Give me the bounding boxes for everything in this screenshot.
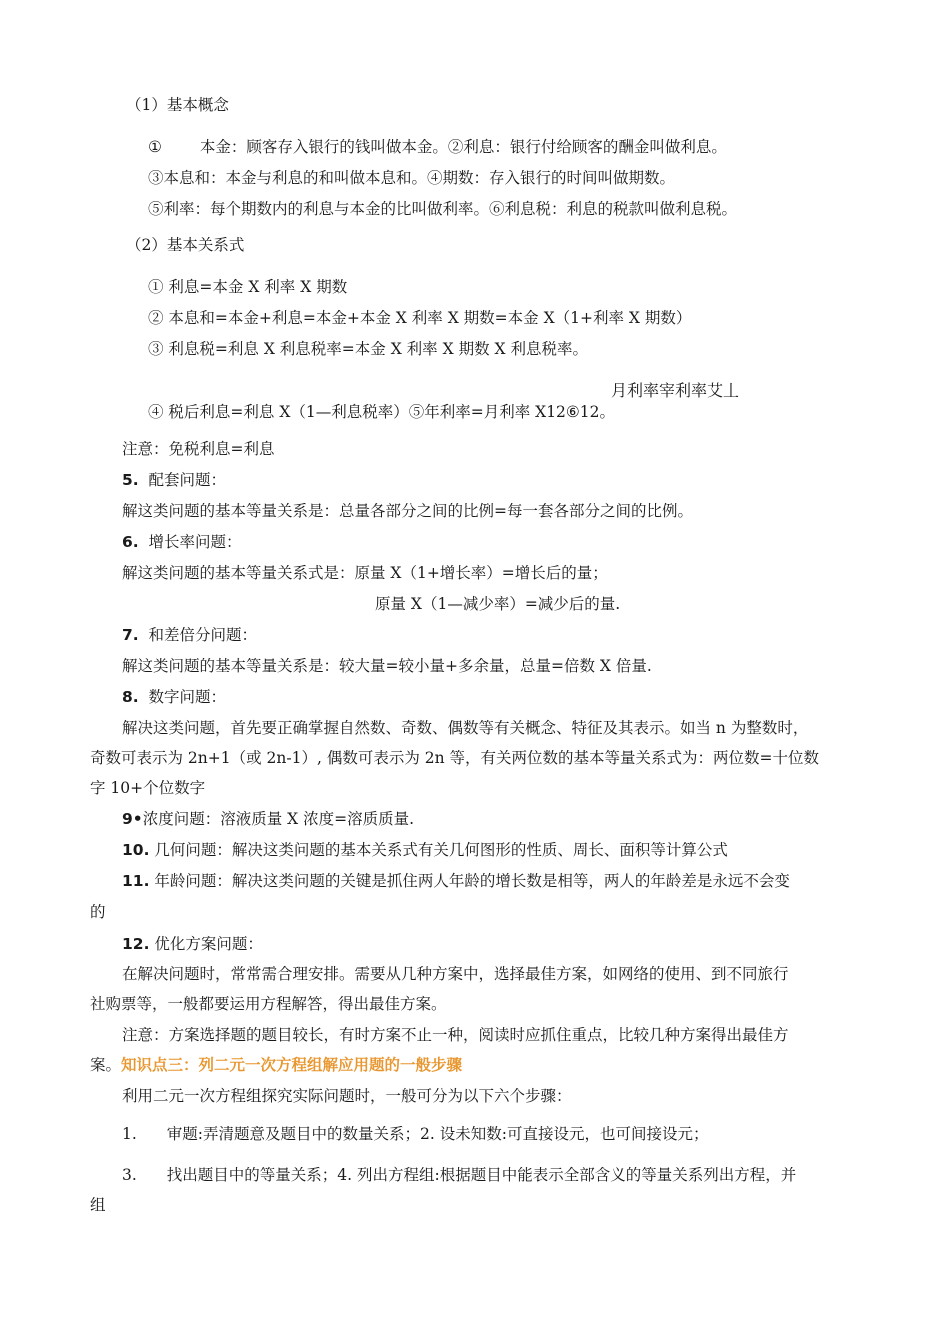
relation-line-3: ③ 利息税=利息 X 利息税率=本金 X 利率 X 期数 X 利息税率。 — [148, 340, 588, 358]
step-3-number: 3. — [122, 1166, 137, 1184]
relation-line-1: ① 利息=本金 X 利率 X 期数 — [148, 278, 348, 296]
paragraph-5: 解这类问题的基本等量关系是：总量各部分之间的比例=每一套各部分之间的比例。 — [122, 502, 693, 520]
heading-11-number: 11. — [122, 872, 150, 890]
paragraph-12-line-2: 社购票等，一般都要运用方程解答，得出最佳方案。 — [90, 995, 447, 1013]
paragraph-8-line-2: 奇数可表示为 2n+1（或 2n-1）, 偶数可表示为 2n 等，有关两位数的基本等量关系式为：两位数=十位数 — [90, 749, 820, 767]
heading-10-text: 几何问题：解决这类问题的基本关系式有关几何图形的性质、周长、面积等计算公式 — [154, 841, 728, 859]
heading-11-text: 年龄问题：解决这类问题的关键是抓住两人年龄的增长数是相等，两人的年龄差是永远不会变 — [154, 872, 790, 890]
relation-line-4: ④ 税后利息=利息 X（1—利息税率）⑤年利率=月利率 X12⑥12。 — [148, 403, 616, 421]
heading-7-text: 和差倍分问题： — [148, 626, 258, 644]
heading-5-text: 配套问题： — [148, 471, 227, 489]
heading-8-text: 数字问题： — [148, 688, 227, 706]
paragraph-7: 解这类问题的基本等量关系是：较大量=较小量+多余量，总量=倍数 X 倍量. — [122, 657, 652, 675]
section-basic-relations-title: （2）基本关系式 — [126, 236, 245, 254]
heading-12 — [122, 934, 263, 954]
paragraph-6-line-2: 原量 X（1—减少率）=减少后的量. — [375, 595, 621, 613]
heading-9-number: 9• — [122, 810, 143, 828]
section-basic-concepts-title: （1）基本概念 — [126, 96, 229, 114]
heading-7-number: 7. — [122, 626, 139, 644]
paragraph-6-line-1: 解这类问题的基本等量关系式是：原量 X（1+增长率）=增长后的量； — [122, 564, 608, 582]
heading-5 — [122, 470, 226, 490]
note-tax-free-interest: 注意：免税利息=利息 — [122, 440, 275, 458]
heading-10-number: 10. — [122, 841, 150, 859]
concept-1-marker: ① — [148, 138, 162, 156]
relation-line-2: ② 本息和=本金+利息=本金+本金 X 利率 X 期数=本金 X（1+利率 X 期数） — [148, 309, 692, 327]
heading-11 — [122, 871, 790, 891]
note-scheme-selection-tail: 案。 — [90, 1056, 122, 1074]
note-scheme-selection: 注意：方案选择题的题目较长，有时方案不止一种，阅读时应抓住重点，比较几种方案得出最佳方 — [122, 1026, 789, 1044]
step-line-3-continuation: 组 — [90, 1196, 106, 1214]
paragraph-11-line-2: 的 — [90, 903, 106, 921]
heading-9-text: 浓度问题：溶液质量 X 浓度=溶质质量. — [142, 810, 415, 828]
heading-5-number: 5. — [122, 471, 139, 489]
heading-6-number: 6. — [122, 533, 139, 551]
concept-line-1 — [148, 137, 727, 157]
step-line-1 — [122, 1124, 708, 1144]
step-1-text: 审题:弄清题意及题目中的数量关系；2. 设未知数:可直接设元，也可间接设元； — [166, 1125, 709, 1143]
heading-6-text: 增长率问题： — [148, 533, 242, 551]
heading-7 — [122, 625, 257, 645]
heading-8 — [122, 687, 226, 707]
concept-line-2: ③本息和：本金与利息的和叫做本息和。④期数：存入银行的时间叫做期数。 — [148, 169, 676, 187]
step-line-3 — [122, 1165, 796, 1185]
heading-6 — [122, 532, 242, 552]
knowledge-point-3-intro: 利用二元一次方程组探究实际问题时，一般可分为以下六个步骤： — [122, 1087, 572, 1105]
paragraph-8-line-3: 字 10+个位数字 — [90, 779, 206, 797]
step-1-number: 1. — [122, 1125, 137, 1143]
heading-9 — [122, 809, 414, 829]
paragraph-8-line-1: 解决这类问题，首先要正确掌握自然数、奇数、偶数等有关概念、特征及其表示。如当 n 为整数时， — [122, 719, 809, 737]
heading-10 — [122, 840, 728, 860]
note-scheme-selection-end — [90, 1055, 462, 1075]
heading-12-text: 优化方案问题： — [154, 935, 263, 953]
relation-4-overlay-text: 月利率宰利率艾丄 — [611, 381, 740, 400]
heading-12-number: 12. — [122, 935, 150, 953]
concept-1-text: 本金：顾客存入银行的钱叫做本金。②利息：银行付给顾客的酬金叫做利息。 — [199, 138, 727, 156]
concept-line-3: ⑤利率：每个期数内的利息与本金的比叫做利率。⑥利息税：利息的税款叫做利息税。 — [148, 200, 738, 218]
heading-8-number: 8. — [122, 688, 139, 706]
paragraph-12-line-1: 在解决问题时，常常需合理安排。需要从几种方案中，选择最佳方案，如网络的使用、到不同旅行 — [122, 965, 789, 983]
knowledge-point-3-title: 知识点三：列二元一次方程组解应用题的一般步骤 — [121, 1056, 463, 1074]
step-3-text: 找出题目中的等量关系；4. 列出方程组:根据题目中能表示全部含义的等量关系列出方程，并 — [166, 1166, 797, 1184]
